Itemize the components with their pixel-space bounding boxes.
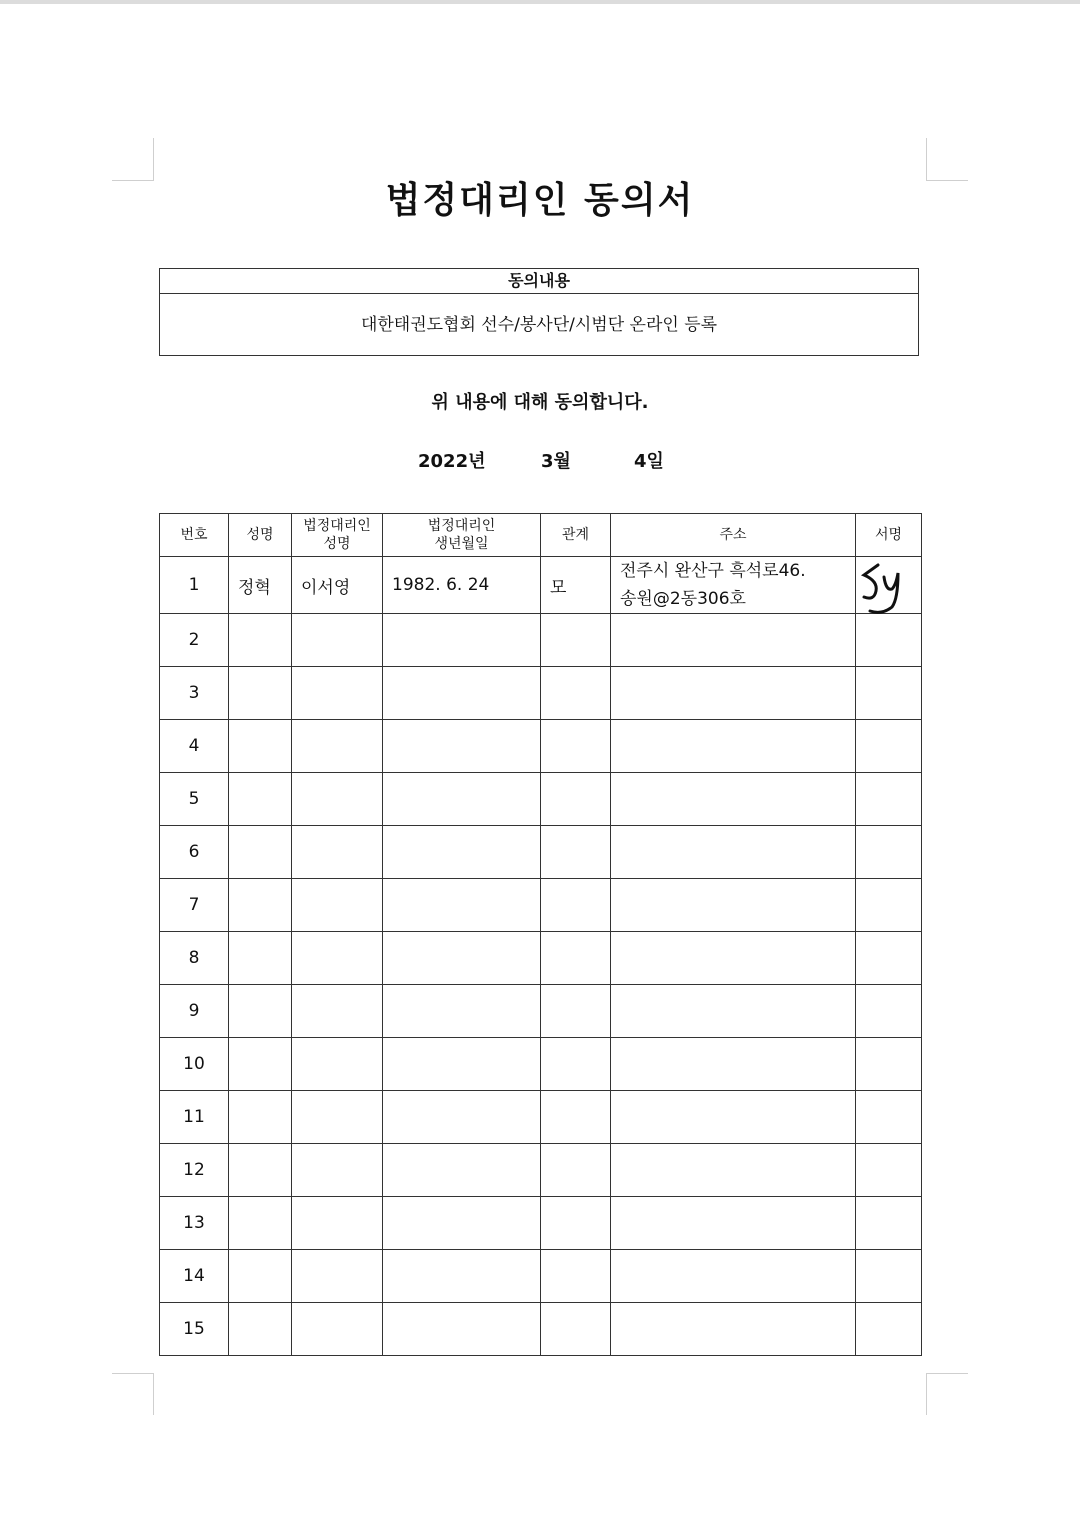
cell-relation xyxy=(541,1144,611,1197)
cell-signature xyxy=(856,826,922,879)
cell-signature xyxy=(856,667,922,720)
cell-no: 8 xyxy=(160,932,229,985)
cell-address xyxy=(611,1250,856,1303)
consent-heading: 동의내용 xyxy=(160,269,918,294)
cell-no: 12 xyxy=(160,1144,229,1197)
cell-relation xyxy=(541,1250,611,1303)
cell-no: 3 xyxy=(160,667,229,720)
cell-guardian xyxy=(292,1197,383,1250)
cell-no: 4 xyxy=(160,720,229,773)
cell-guardian xyxy=(292,826,383,879)
cell-birth xyxy=(383,614,541,667)
cell-relation xyxy=(541,720,611,773)
consent-box xyxy=(159,268,919,356)
table-row xyxy=(160,932,922,985)
cell-address xyxy=(611,932,856,985)
table-row xyxy=(160,557,922,614)
cell-birth xyxy=(383,1144,541,1197)
cell-relation: 모 xyxy=(541,557,611,614)
table-row xyxy=(160,1250,922,1303)
table-row xyxy=(160,985,922,1038)
header-no: 번호 xyxy=(160,514,229,557)
cell-birth xyxy=(383,720,541,773)
top-border xyxy=(0,0,1080,4)
cell-relation xyxy=(541,614,611,667)
cell-birth xyxy=(383,1250,541,1303)
cell-birth xyxy=(383,932,541,985)
cell-guardian xyxy=(292,720,383,773)
table-row xyxy=(160,614,922,667)
header-guardian-birth-line1: 법정대리인 xyxy=(427,518,496,534)
crop-mark xyxy=(926,1373,968,1374)
cell-relation xyxy=(541,1303,611,1356)
cell-guardian xyxy=(292,773,383,826)
cell-no: 15 xyxy=(160,1303,229,1356)
cell-address xyxy=(611,985,856,1038)
cell-birth xyxy=(383,1303,541,1356)
cell-birth xyxy=(383,985,541,1038)
cell-address xyxy=(611,1197,856,1250)
cell-name xyxy=(229,720,292,773)
cell-address-line2: 송원@2동306호 xyxy=(620,589,746,609)
crop-mark xyxy=(926,1373,927,1415)
cell-name xyxy=(229,826,292,879)
table-row xyxy=(160,826,922,879)
cell-name xyxy=(229,667,292,720)
cell-relation xyxy=(541,773,611,826)
cell-signature xyxy=(856,773,922,826)
table-row xyxy=(160,1303,922,1356)
cell-relation xyxy=(541,826,611,879)
cell-name xyxy=(229,1250,292,1303)
cell-address xyxy=(611,1144,856,1197)
cell-address xyxy=(611,557,856,614)
cell-no: 7 xyxy=(160,879,229,932)
cell-birth xyxy=(383,1038,541,1091)
cell-signature xyxy=(856,1303,922,1356)
cell-name xyxy=(229,932,292,985)
cell-guardian xyxy=(292,932,383,985)
cell-signature xyxy=(856,879,922,932)
cell-address xyxy=(611,1038,856,1091)
consent-body: 대한태권도협회 선수/봉사단/시범단 온라인 등록 xyxy=(360,315,718,335)
cell-signature xyxy=(856,1250,922,1303)
date-year: 2022년 xyxy=(418,451,486,472)
cell-guardian xyxy=(292,614,383,667)
cell-name: 정혁 xyxy=(229,557,292,614)
cell-signature xyxy=(856,1197,922,1250)
cell-no: 6 xyxy=(160,826,229,879)
table-row xyxy=(160,1144,922,1197)
table-row xyxy=(160,720,922,773)
cell-signature xyxy=(856,1091,922,1144)
table-row xyxy=(160,773,922,826)
cell-address xyxy=(611,1303,856,1356)
cell-name xyxy=(229,614,292,667)
header-guardian-name-line2: 성명 xyxy=(323,536,351,552)
cell-signature xyxy=(856,1144,922,1197)
cell-relation xyxy=(541,932,611,985)
cell-guardian xyxy=(292,667,383,720)
signature-stroke xyxy=(864,565,878,598)
cell-signature xyxy=(856,557,922,614)
date-month: 3월 xyxy=(541,451,571,472)
cell-no: 9 xyxy=(160,985,229,1038)
cell-guardian xyxy=(292,1038,383,1091)
cell-signature xyxy=(856,1038,922,1091)
cell-relation xyxy=(541,1091,611,1144)
cell-relation xyxy=(541,667,611,720)
cell-signature xyxy=(856,614,922,667)
handwritten-signature xyxy=(860,559,904,617)
cell-no: 14 xyxy=(160,1250,229,1303)
cell-relation xyxy=(541,1038,611,1091)
cell-birth xyxy=(383,1091,541,1144)
table-row xyxy=(160,667,922,720)
header-guardian-birth-line2: 생년월일 xyxy=(434,536,489,552)
cell-birth xyxy=(383,826,541,879)
cell-name xyxy=(229,1303,292,1356)
header-address: 주소 xyxy=(611,514,856,557)
date-day: 4일 xyxy=(634,451,664,472)
cell-birth: 1982. 6. 24 xyxy=(383,557,541,614)
cell-address xyxy=(611,614,856,667)
cell-guardian xyxy=(292,985,383,1038)
cell-name xyxy=(229,879,292,932)
cell-name xyxy=(229,985,292,1038)
cell-birth xyxy=(383,667,541,720)
cell-no: 2 xyxy=(160,614,229,667)
cell-relation xyxy=(541,985,611,1038)
cell-no: 13 xyxy=(160,1197,229,1250)
cell-address-line1: 전주시 완산구 흑석로46. xyxy=(620,561,806,581)
crop-mark xyxy=(153,1373,154,1415)
header-guardian-name-line1: 법정대리인 xyxy=(303,518,371,534)
cell-birth xyxy=(383,879,541,932)
header-signature: 서명 xyxy=(856,514,922,557)
table-row xyxy=(160,1091,922,1144)
cell-name xyxy=(229,1197,292,1250)
cell-guardian xyxy=(292,1091,383,1144)
cell-address xyxy=(611,826,856,879)
agreement-statement: 위 내용에 대해 동의합니다. xyxy=(431,392,649,413)
cell-birth xyxy=(383,1197,541,1250)
cell-name xyxy=(229,1144,292,1197)
header-relation: 관계 xyxy=(541,514,611,557)
header-guardian-name xyxy=(292,514,383,557)
table-row xyxy=(160,1038,922,1091)
cell-name xyxy=(229,1038,292,1091)
cell-address xyxy=(611,1091,856,1144)
cell-guardian xyxy=(292,1144,383,1197)
cell-address xyxy=(611,720,856,773)
crop-mark xyxy=(112,1373,154,1374)
cell-address xyxy=(611,879,856,932)
table-row xyxy=(160,879,922,932)
cell-address xyxy=(611,773,856,826)
cell-relation xyxy=(541,879,611,932)
cell-birth xyxy=(383,773,541,826)
cell-relation xyxy=(541,1197,611,1250)
cell-signature xyxy=(856,932,922,985)
cell-guardian: 이서영 xyxy=(292,557,383,614)
cell-signature xyxy=(856,985,922,1038)
cell-no: 10 xyxy=(160,1038,229,1091)
cell-guardian xyxy=(292,1250,383,1303)
guardian-table xyxy=(159,513,922,1356)
cell-guardian xyxy=(292,879,383,932)
table-header-row xyxy=(160,514,922,557)
table-row xyxy=(160,1197,922,1250)
cell-no: 11 xyxy=(160,1091,229,1144)
document-title: 법정대리인 동의서 xyxy=(385,180,695,221)
cell-name xyxy=(229,1091,292,1144)
cell-no: 1 xyxy=(160,557,229,614)
header-name: 성명 xyxy=(229,514,292,557)
cell-address xyxy=(611,667,856,720)
header-guardian-birth xyxy=(383,514,541,557)
cell-no: 5 xyxy=(160,773,229,826)
cell-guardian xyxy=(292,1303,383,1356)
cell-signature xyxy=(856,720,922,773)
cell-name xyxy=(229,773,292,826)
